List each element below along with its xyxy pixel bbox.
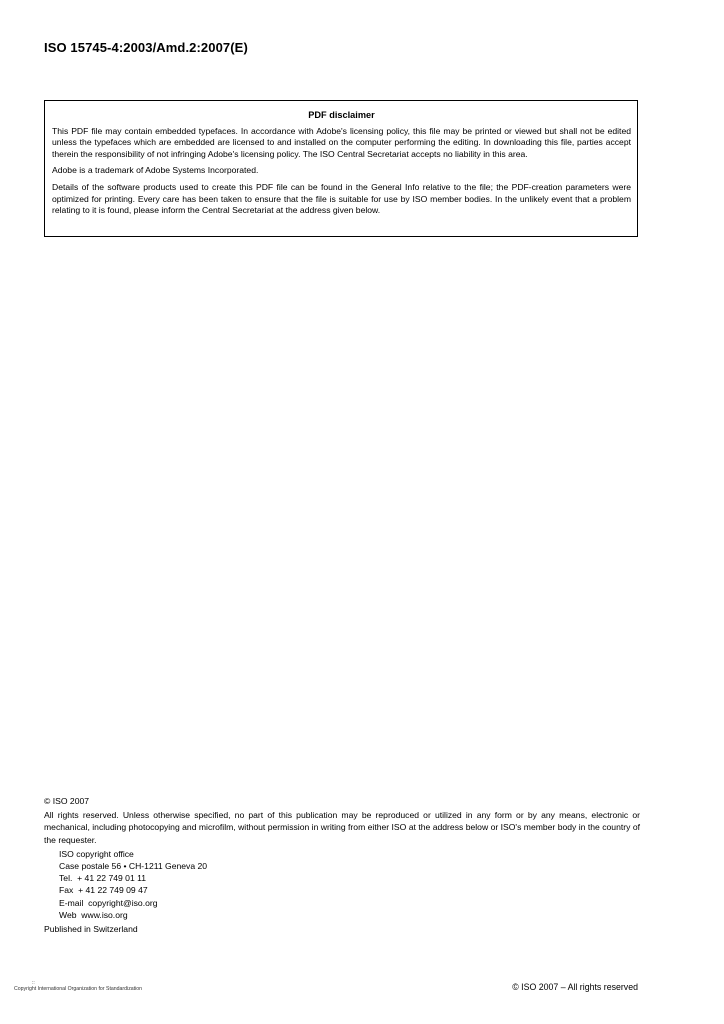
footer-left-text: Copyright International Organization for Standardization	[14, 986, 143, 992]
address-line-web: Web www.iso.org	[59, 909, 128, 920]
published-location: Published in Switzerland	[44, 924, 138, 935]
iso-address	[59, 848, 640, 921]
copyright-notice: © ISO 2007	[44, 796, 90, 806]
footer-rights-reserved: © ISO 2007 – All rights reserved	[512, 982, 638, 992]
pdf-disclaimer-box	[44, 100, 638, 237]
disclaimer-paragraph-trademark: Adobe is a trademark of Adobe Systems Incorporated.	[52, 165, 259, 176]
address-line-fax: Fax + 41 22 749 09 47	[59, 885, 148, 896]
document-header-title: ISO 15745-4:2003/Amd.2:2007(E)	[44, 40, 248, 55]
rights-statement: All rights reserved. Unless otherwise specified, no part of this publication may be reproduced or utilized in any form or by any means, electronic or mechanical, including photocopying and microfilm, without permission in writing from either ISO at the address below or ISO's member body in the country of the requester.	[44, 810, 640, 845]
footer-mark: ::	[32, 980, 35, 986]
address-line-tel: Tel. + 41 22 749 01 11	[59, 873, 147, 884]
disclaimer-title: PDF disclaimer	[308, 110, 375, 120]
address-line-postal: Case postale 56 • CH-1211 Geneva 20	[59, 861, 208, 872]
copyright-section	[44, 795, 640, 935]
disclaimer-paragraph-typefaces: This PDF file may contain embedded typefaces. In accordance with Adobe's licensing policy, this file may be printed or viewed but shall not be edited unless the typefaces which are embedded are licensed to and installed on the computer performing the editing. In downloading this file, parties accept therein the responsibility of not infringing Adobe's licensing policy. The ISO Central Secretariat accepts no liability in this area.	[52, 125, 631, 159]
footer-copyright-holder	[14, 981, 142, 992]
address-line-email: E-mail copyright@iso.org	[59, 897, 158, 908]
disclaimer-paragraph-software: Details of the software products used to create this PDF file can be found in the General Info relative to the file; the PDF-creation parameters were optimized for printing. Every care has been taken to ensure that the file is suitable for use by ISO member bodies. In the unlikely event that a problem relating to it is found, please inform the Central Secretariat at the address given below.	[52, 181, 631, 216]
address-line-office: ISO copyright office	[59, 848, 134, 859]
